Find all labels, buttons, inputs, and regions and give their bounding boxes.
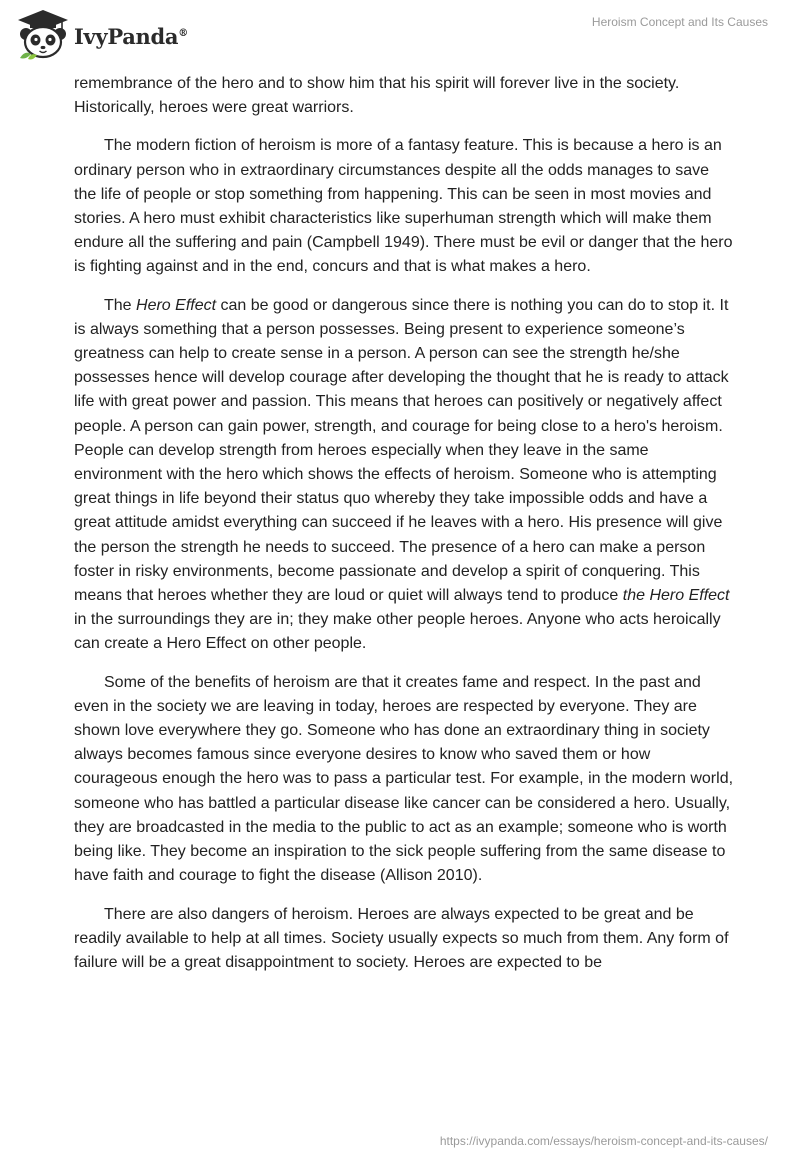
emphasized-text: the Hero Effect xyxy=(622,587,730,605)
page-header xyxy=(0,0,800,70)
body-paragraph xyxy=(74,671,734,889)
ivypanda-logo[interactable] xyxy=(16,8,188,60)
essay-body xyxy=(74,72,734,989)
brand-name: IvyPanda® xyxy=(74,23,188,49)
body-paragraph xyxy=(74,903,734,976)
body-paragraph xyxy=(74,294,734,657)
source-url[interactable]: https://ivypanda.com/essays/heroism-concept-and-its-causes/ xyxy=(439,1134,768,1148)
paragraph-text: Some of the benefits of heroism are that it creates fame and respect. In the past and even in the society we are leaving in today, heroes are respected by everyone. They are shown love everywhere they go. Someone who has done an extraordinary thing in society always becomes famous since everyone desires to know who saved them or how courageous enough the hero was to pass a particular test. For example, in the modern world, someone who has battled a particular disease like cancer can be considered a hero. Usually, they are broadcasted in the media to the public to act as an example; someone who is worth being like. They become an inspiration to the sick people suffering from the same disease to have faith and courage to fight the disease (Allison 2010). xyxy=(74,673,734,885)
panda-graduation-cap-icon xyxy=(16,8,70,60)
paragraph-text: can be good or dangerous since there is nothing you can do to stop it. It is always something that a person possesses. Being present to experience someone’s greatness can help to create sense in a person. A person can see the strength he/she possesses hence will develop courage after developing the thought that he is ready to attack life with great power and passion. This means that heroes can positively or negatively affect people. A person can gain power, strength, and courage for being close to a hero's heroism. People can develop strength from heroes especially when they leave in the same environment with the hero which shows the effects of heroism. Someone who is attempting great things in life beyond their status quo whereby they take impossible odds and have a great attitude amidst everything can succeed if he leaves with a hero. His presence will give the person the strength he needs to succeed. The presence of a hero can make a person foster in risky environments, become passionate and develop a spirit of conquering. This means that heroes whether they are loud or quiet will always tend to produce xyxy=(74,296,729,605)
body-paragraph xyxy=(74,72,734,120)
paragraph-text: There are also dangers of heroism. Heroes are always expected to be great and be readily available to help at all times. Society usually expects so much from them. Any form of failure will be a great disappointment to society. Heroes are expected to be xyxy=(74,905,729,971)
paragraph-text: remembrance of the hero and to show him that his spirit will forever live in the society. Historically, heroes were great warriors. xyxy=(74,75,680,117)
emphasized-text: Hero Effect xyxy=(136,296,217,314)
paragraph-text: The modern fiction of heroism is more of a fantasy feature. This is because a hero is an ordinary person who in extraordinary circumstances despite all the odds manages to save the life of people or stop something from happening. This can be seen in most movies and stories. A hero must exhibit characteristics like superhuman strength which will make them endure all the suffering and pain (Campbell 1949). There must be evil or danger that the hero is fighting against and in the end, concurs and that is what makes a hero. xyxy=(74,137,733,276)
paragraph-text: The xyxy=(104,296,137,314)
document-title: Heroism Concept and Its Causes xyxy=(591,15,768,29)
body-paragraph xyxy=(74,134,734,279)
paragraph-text: in the surroundings they are in; they make other people heroes. Anyone who acts heroically can create a Hero Effect on other people. xyxy=(74,611,721,653)
